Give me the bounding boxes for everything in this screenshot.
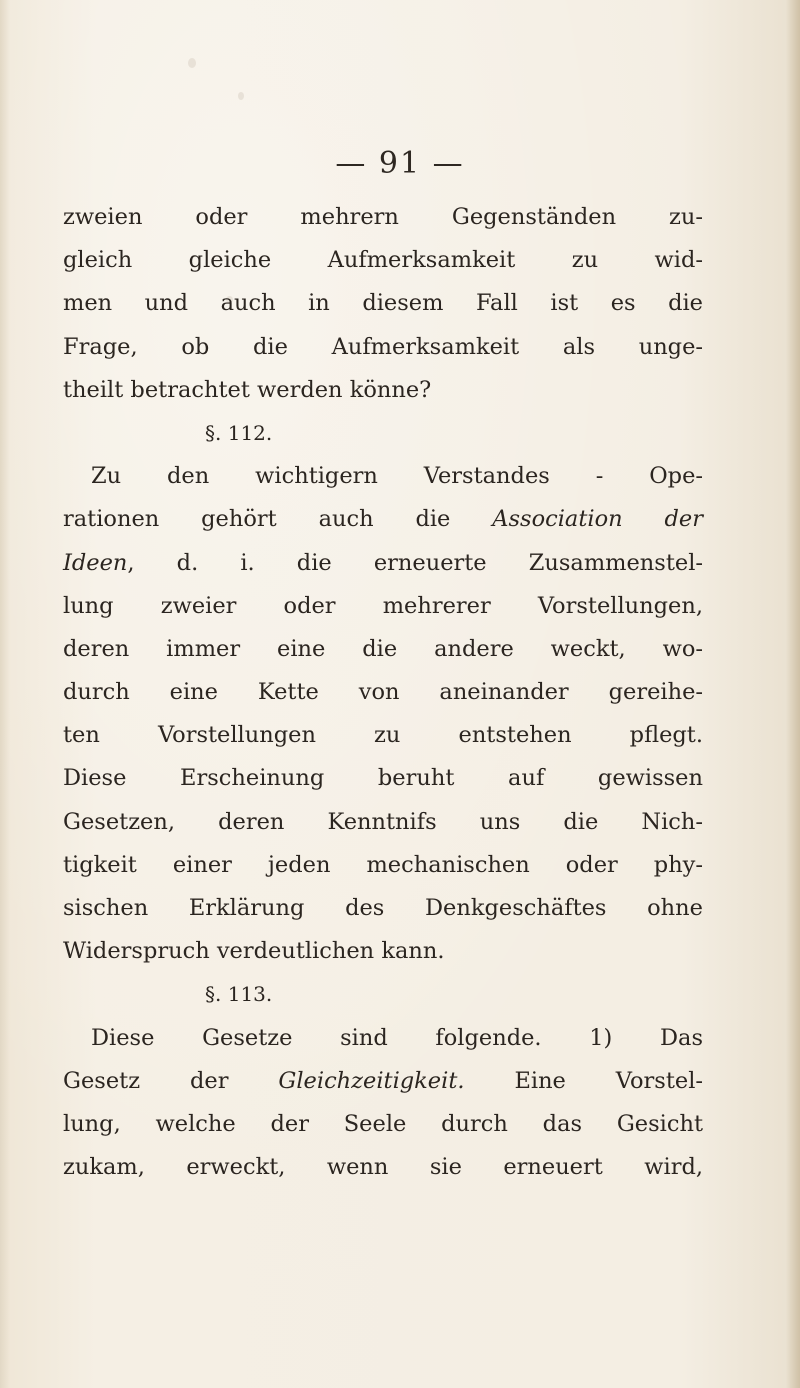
text-run: Gesetz der xyxy=(63,1067,279,1094)
text-line xyxy=(63,1060,703,1103)
text-line: zweien oder mehrern Gegenständen zu- xyxy=(63,204,703,230)
text-line: gleich gleiche Aufmerksamkeit zu wid- xyxy=(63,247,703,274)
text-line: deren immer eine die andere weckt, wo- xyxy=(63,635,703,662)
italic-term: Gleichzeitigkeit. xyxy=(278,1067,465,1094)
text-line: zukam, erweckt, wenn sie erneuert wird, xyxy=(63,1154,703,1181)
section-heading-112: §. 112. xyxy=(205,420,273,445)
text-line: men und auch in diesem Fall ist es die xyxy=(63,290,703,317)
paper-stain xyxy=(238,92,244,100)
text-line xyxy=(63,498,703,541)
text-line: tigkeit einer jeden mechanischen oder phy- xyxy=(63,851,703,878)
text-line: theilt betrachtet werden könne? xyxy=(63,376,432,403)
page-number: — 91 — xyxy=(335,146,465,181)
text-run: , d. i. die erneuerte Zusammenstel- xyxy=(127,549,703,576)
body-text xyxy=(63,196,703,1189)
text-line: Zu den wichtigern Verstandes - Ope- xyxy=(91,463,703,490)
page-left-edge xyxy=(0,0,10,1388)
text-line: sischen Erklärung des Denkgeschäftes ohne xyxy=(63,895,703,921)
text-line: durch eine Kette von aneinander gereihe- xyxy=(63,679,703,706)
text-line: ten Vorstellungen zu entstehen pflegt. xyxy=(63,722,703,749)
paper-stain xyxy=(188,58,196,68)
text-line xyxy=(63,542,703,585)
page-right-edge xyxy=(786,0,800,1388)
italic-term: Association der xyxy=(492,506,703,533)
text-line: Gesetzen, deren Kenntnifs uns die Nich- xyxy=(63,808,703,835)
text-run: rationen gehört auch die xyxy=(63,506,493,533)
text-line: lung, welche der Seele durch das Gesicht xyxy=(63,1110,703,1137)
text-line: Diese Gesetze sind folgende. 1) Das xyxy=(91,1024,703,1051)
text-line: Diese Erscheinung beruht auf gewissen xyxy=(63,765,703,792)
italic-term: Ideen xyxy=(63,549,128,576)
section-heading-113: §. 113. xyxy=(205,982,273,1007)
text-line: Widerspruch verdeutlichen kann. xyxy=(63,938,445,965)
text-line: Frage, ob die Aufmerksamkeit als unge- xyxy=(63,333,703,360)
text-run: Eine Vorstel- xyxy=(464,1067,703,1094)
text-line: lung zweier oder mehrerer Vorstellungen, xyxy=(63,592,703,619)
